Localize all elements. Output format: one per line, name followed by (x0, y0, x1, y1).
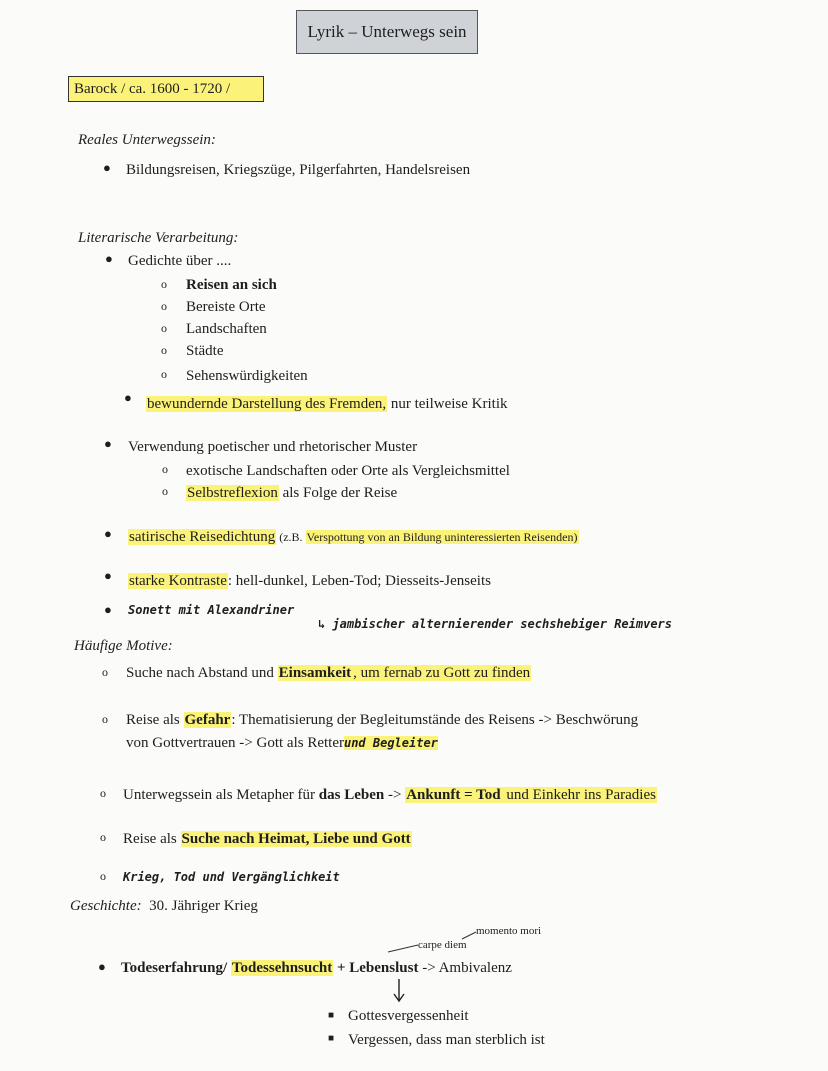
kontraste-item (128, 571, 491, 591)
circle-bullet-icon: o (162, 484, 168, 498)
todes-item (121, 958, 512, 978)
text: + Lebenslust (333, 960, 419, 976)
highlight: Gefahr (184, 712, 231, 728)
carpe-note: carpe diem (418, 939, 467, 951)
sonett-item: Sonett mit Alexandriner (128, 603, 295, 617)
circle-bullet-icon: o (100, 869, 106, 883)
circle-bullet-icon: o (161, 367, 167, 381)
text: (z.B. (276, 530, 306, 544)
circle-bullet-icon: o (161, 343, 167, 357)
text: Todeserfahrung/ (121, 960, 231, 976)
highlight: bewundernde Darstellung des Fremden, (147, 396, 387, 412)
sub-item: Städte (186, 343, 224, 359)
verwendung-item: Verwendung poetischer und rhetorischer Muster (128, 439, 418, 455)
sub-item: Sehenswürdigkeiten (186, 368, 308, 384)
satirisch-item (128, 527, 579, 547)
bewundernd-item (146, 394, 508, 414)
motiv-item (123, 829, 412, 849)
highlight: Todessehnsucht (231, 960, 333, 976)
circle-bullet-icon: o (102, 712, 108, 726)
circle-bullet-icon: o (161, 321, 167, 335)
highlight: Einsamkeit (278, 665, 352, 681)
sub-item: Reisen an sich (186, 277, 277, 293)
gedichte-item: Gedichte über .... (128, 253, 232, 269)
highlight: Selbstreflexion (187, 485, 278, 501)
momento-note: momento mori (476, 925, 542, 937)
highlight: Suche nach Heimat, Liebe und Gott (181, 831, 411, 847)
circle-bullet-icon: o (100, 786, 106, 800)
literarisch-heading: Literarische Verarbeitung: (78, 230, 239, 246)
bullet-icon: ● (98, 959, 106, 974)
ambivalenz-sub: Vergessen, dass man sterblich ist (348, 1032, 545, 1048)
text: von Gottvertrauen -> Gott als Retter (126, 735, 344, 751)
down-arrow-icon (392, 978, 406, 1004)
highlight: , um fernab zu Gott zu finden (353, 665, 531, 681)
motive-heading: Häufige Motive: (74, 638, 173, 654)
ambivalenz-sub: Gottesvergessenheit (348, 1008, 469, 1024)
highlight: Ankunft = Tod (406, 787, 501, 803)
note-connector-lines (380, 924, 490, 954)
motiv-item-cont (126, 733, 438, 753)
square-bullet-icon: ■ (328, 1033, 335, 1044)
sonett-note: ↳ jambischer alternierender sechshebiger Reimvers (318, 617, 673, 631)
highlight: satirische Reisedichtung (129, 529, 276, 545)
bullet-icon: ● (105, 251, 113, 266)
motiv-item (126, 663, 531, 683)
circle-bullet-icon: o (100, 830, 106, 844)
text: : Thematisierung der Begleitumstände des Reisens -> Beschwörung (231, 712, 639, 728)
bullet-icon: ● (103, 160, 111, 175)
text: das Leben (318, 787, 385, 803)
circle-bullet-icon: o (161, 299, 167, 313)
motiv-item (126, 710, 638, 730)
circle-bullet-icon: o (162, 462, 168, 476)
page-title: Lyrik – Unterwegs sein (296, 10, 478, 54)
geschichte-line (70, 896, 258, 916)
text: -> (384, 787, 406, 803)
text: Unterwegssein als Metapher für (123, 787, 319, 803)
text: -> Ambivalenz (418, 960, 512, 976)
verwendung-sub: exotische Landschaften oder Orte als Vergleichsmittel (186, 463, 510, 479)
motiv-item-handwritten: Krieg, Tod und Vergänglichkeit (123, 870, 340, 884)
text: als Folge der Reise (278, 485, 398, 501)
text: Suche nach Abstand und (126, 665, 278, 681)
text: : hell-dunkel, Leben-Tod; Diesseits-Jenseits (227, 573, 491, 589)
epoch-label: Barock / ca. 1600 - 1720 / (68, 76, 264, 102)
text: Reise als (126, 712, 184, 728)
highlight: und Einkehr ins Paradies (502, 787, 656, 803)
sub-item: Landschaften (186, 321, 267, 337)
text: nur teilweise Kritik (387, 396, 508, 412)
bullet-icon: ● (104, 602, 112, 617)
geschichte-label: Geschichte: (70, 898, 142, 914)
bullet-icon: ● (104, 568, 112, 583)
motiv-item (123, 785, 657, 805)
sub-item: Bereiste Orte (186, 299, 266, 315)
square-bullet-icon: ■ (328, 1010, 335, 1021)
verwendung-sub (186, 483, 397, 503)
geschichte-value: 30. Jähriger Krieg (149, 898, 258, 914)
handwritten-note: und Begleiter (343, 736, 438, 750)
circle-bullet-icon: o (161, 277, 167, 291)
circle-bullet-icon: o (102, 665, 108, 679)
reales-heading: Reales Unterwegssein: (78, 132, 216, 148)
text: Reise als (123, 831, 181, 847)
bullet-icon: ● (104, 436, 112, 451)
reales-item: Bildungsreisen, Kriegszüge, Pilgerfahrten, Handelsreisen (126, 162, 471, 178)
highlight: Verspottung von an Bildung uninteressierten Reisenden) (306, 530, 578, 544)
bullet-icon: ● (124, 390, 132, 405)
bullet-icon: ● (104, 526, 112, 541)
highlight: starke Kontraste (129, 573, 227, 589)
